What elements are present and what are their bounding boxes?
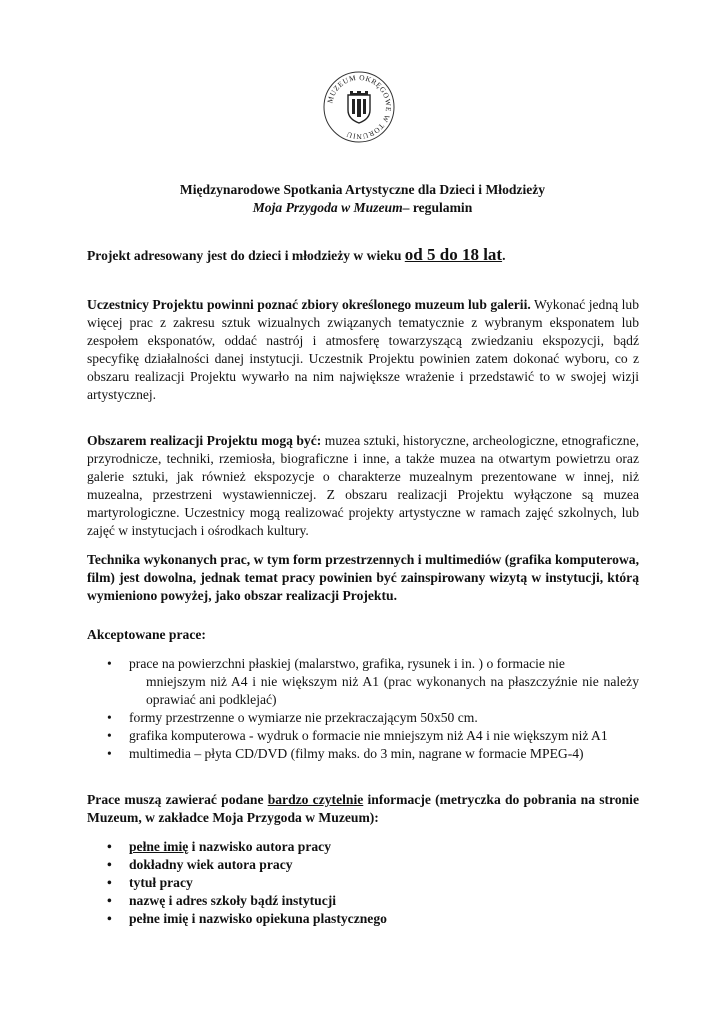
required-info-before: Prace muszą zawierać podane <box>87 792 268 807</box>
item-text: i nazwisko autora pracy <box>188 839 332 854</box>
required-info-underlined: bardzo czytelnie <box>267 792 364 807</box>
bullet-icon: • <box>107 746 112 761</box>
list-item <box>87 727 639 745</box>
item-text: grafika komputerowa - wydruk o formacie nie mniejszym niż A4 i nie większym niż A1 <box>129 728 608 743</box>
item-text-cont: mniejszym niż A4 i nie większym niż A1 (prac wykonanych na płaszczyźnie nie należy oprawiać ani podklejać) <box>146 674 639 707</box>
bullet-icon: • <box>107 728 112 743</box>
paragraph-technique: Technika wykonanych prac, w tym form przestrzennych i multimediów (grafika komputerowa, film) jest dowolna, jednak temat pracy powinien być zainspirowany wizytą w instytucji, którą wymieniono powyżej, jako obszar realizacji Projektu. <box>87 552 639 603</box>
item-text: tytuł pracy <box>129 875 193 890</box>
bullet-icon: • <box>107 893 112 908</box>
museum-seal-icon <box>322 70 396 144</box>
accepted-works-heading: Akceptowane prace: <box>87 627 206 642</box>
bullet-icon: • <box>107 875 112 890</box>
list-item <box>87 856 639 874</box>
list-item <box>87 910 639 928</box>
title-italic: Moja Przygoda w Muzeum <box>252 200 403 215</box>
item-text: formy przestrzenne o wymiarze nie przekraczającym 50x50 cm. <box>129 710 478 725</box>
bullet-icon: • <box>107 710 112 725</box>
paragraph-participants <box>87 296 639 404</box>
age-suffix: . <box>502 248 506 263</box>
list-item <box>87 892 639 910</box>
age-range: od 5 do 18 lat <box>404 245 503 264</box>
participants-text: Wykonać jedną lub więcej prac z zakresu sztuk wizualnych związanych tematycznie z wybranym eksponatem lub zespołem eksponatów, oddać nastrój i atmosferę towarzyszącą zwiedzaniu ekspozycji, bądź specyfikę działalności danej instytucji. Uczestnik Projektu powinien zatem dokonać wyboru, co z obszaru realizacji Projektu wywarło na nim największe wrażenie i przedstawić to w swojej wizji artystycznej. <box>87 297 639 402</box>
list-item <box>87 709 639 727</box>
participants-lead: Uczestnicy Projektu powinni poznać zbiory określonego muzeum lub galerii. <box>87 297 531 312</box>
list-item <box>87 874 639 892</box>
title-line-1: Międzynarodowe Spotkania Artystyczne dla Dzieci i Młodzieży <box>179 182 546 197</box>
paragraph-required-info <box>87 791 639 827</box>
age-prefix: Projekt adresowany jest do dzieci i młodzieży w wieku <box>87 248 405 263</box>
required-info-list <box>87 838 639 928</box>
document-title <box>0 181 725 217</box>
scope-lead: Obszarem realizacji Projektu mogą być: <box>87 433 322 448</box>
list-item <box>87 745 639 763</box>
bullet-icon: • <box>107 911 112 926</box>
accepted-works-list <box>87 655 639 763</box>
svg-text:MUZEUM OKRĘGOWE W TORUNIU: MUZEUM OKRĘGOWE W TORUNIU <box>325 72 394 142</box>
required-info-after: informacje (metryczka do pobrania na stronie Muzeum, w zakładce Moja Przygoda w Muzeum): <box>87 792 639 825</box>
list-item <box>87 655 639 709</box>
item-text: prace na powierzchni płaskiej (malarstwo, grafika, rysunek i in. ) o formacie nie <box>129 656 565 671</box>
title-line-2 <box>0 199 725 217</box>
item-text: multimedia – płyta CD/DVD (filmy maks. do 3 min, nagrane w formacie MPEG-4) <box>129 746 584 761</box>
item-text: dokładny wiek autora pracy <box>129 857 293 872</box>
museum-seal-logo <box>322 70 396 144</box>
item-text: nazwę i adres szkoły bądź instytucji <box>129 893 337 908</box>
bullet-icon: • <box>107 839 112 854</box>
age-statement <box>87 246 639 265</box>
item-text: pełne imię i nazwisko opiekuna plastycznego <box>129 911 387 926</box>
item-underlined: pełne imię <box>129 839 189 854</box>
paragraph-scope <box>87 432 639 540</box>
bullet-icon: • <box>107 857 112 872</box>
scope-text: muzea sztuki, historyczne, archeologiczne, etnograficzne, przyrodnicze, techniki, rzemiosła, biograficzne i inne, a także muzea na otwartym powietrzu oraz galerie sztuki, jak również ekspozycje o charakterze muzealnym prezentowane w innej, niż muzealna, przestrzeni wystawienniczej. Z obszaru realizacji Projektu wyłączone są muzea martyrologiczne. Uczestnicy mogą realizować projekty artystyczne w ramach zajęć szkolnych, lub zajęć w instytucjach i ośrodkach kultury. <box>87 433 639 538</box>
title-rest: – regulamin <box>402 200 473 215</box>
bullet-icon: • <box>107 656 112 671</box>
list-item <box>87 838 639 856</box>
